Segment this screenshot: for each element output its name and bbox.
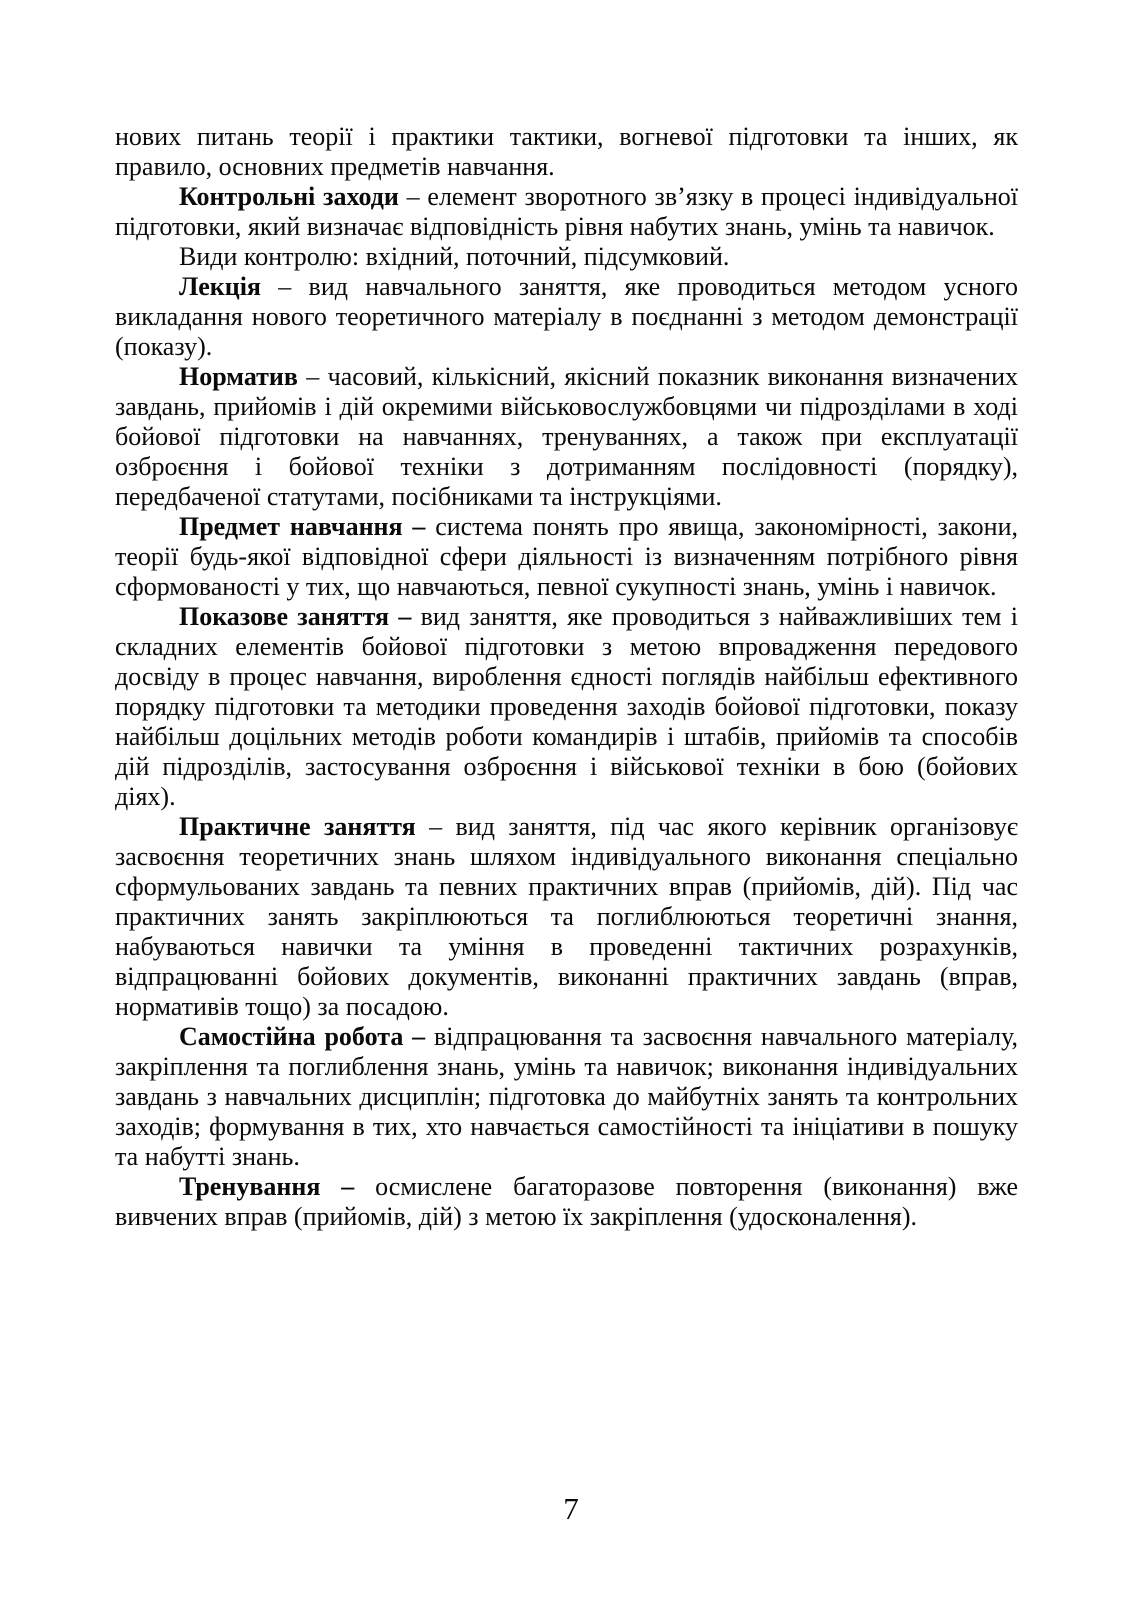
paragraph [115, 1172, 1018, 1232]
document-text [115, 122, 1018, 1232]
paragraph [115, 242, 1018, 272]
paragraph [115, 362, 1018, 512]
page-number: 7 [563, 1491, 579, 1526]
paragraph [115, 602, 1018, 812]
term-label: Предмет навчання – [179, 512, 426, 541]
definition-text: – вид заняття, під час якого керівник організовує засвоєння теоретичних знань шляхом індивідуального виконання спеціально сформульованих завдань та певних практичних вправ (прийомів, дій). Під час практичних занять закріплюються та поглиблюються теоретичні знання, набуваються навички та уміння в проведенні тактичних розрахунків, відпрацюванні бойових документів, виконанні практичних завдань (вправ, нормативів тощо) за посадою. [115, 812, 1018, 1021]
definition-text: – часовий, кількісний, якісний показник виконання визначених завдань, прийомів і дій окремими військовослужбовцями чи підрозділами в ході бойової підготовки на навчаннях, тренуваннях, а також при експлуатації озброєння і бойової техніки з дотриманням послідовності (порядку), передбаченої статутами, посібниками та інструкціями. [115, 362, 1018, 511]
definition-text: Види контролю: вхідний, поточний, підсумковий. [179, 242, 730, 271]
term-label: Лекція [179, 272, 261, 301]
term-label: Тренування – [179, 1172, 355, 1201]
term-label: Показове заняття – [179, 602, 412, 631]
term-label: Норматив [179, 362, 298, 391]
paragraph [115, 812, 1018, 1022]
definition-text: осмислене багаторазове повторення (виконання) вже вивчених вправ (прийомів, дій) з метою їх закріплення (удосконалення). [115, 1172, 1018, 1231]
paragraph [115, 512, 1018, 602]
definition-text: – вид навчального заняття, яке проводиться методом усного викладання нового теоретичного матеріалу в поєднанні з методом демонстрації (показу). [115, 272, 1018, 361]
paragraph [115, 1022, 1018, 1172]
paragraph [115, 122, 1018, 182]
definition-text: відпрацювання та засвоєння навчального матеріалу, закріплення та поглиблення знань, умінь та навичок; виконання індивідуальних завдань з навчальних дисциплін; підготовка до майбутніх занять та контрольних заходів; формування в тих, хто навчається самостійності та ініціативи в пошуку та набутті знань. [115, 1022, 1018, 1171]
term-label: Самостійна робота – [179, 1022, 426, 1051]
definition-text: вид заняття, яке проводиться з найважливіших тем і складних елементів бойової підготовки з метою впровадження передового досвіду в процес навчання, вироблення єдності поглядів найбільш ефективного порядку підготовки та методики проведення заходів бойової підготовки, показу найбільш доцільних методів роботи командирів і штабів, прийомів та способів дій підрозділів, застосування озброєння і військової техніки в бою (бойових діях). [115, 602, 1018, 811]
definition-text: – елемент зворотного зв’язку в процесі індивідуальної підготовки, який визначає відповідність рівня набутих знань, умінь та навичок. [115, 182, 1018, 241]
paragraph [115, 272, 1018, 362]
term-label: Контрольні заходи [179, 182, 399, 211]
term-label: Практичне заняття [179, 812, 416, 841]
paragraph [115, 182, 1018, 242]
definition-text: система понять про явища, закономірності, закони, теорії будь-якої відповідної сфери діяльності із визначенням потрібного рівня сформованості у тих, що навчаються, певної сукупності знань, умінь і навичок. [115, 512, 1018, 601]
definition-text: нових питань теорії і практики тактики, вогневої підготовки та інших, як правило, основних предметів навчання. [115, 122, 1018, 181]
